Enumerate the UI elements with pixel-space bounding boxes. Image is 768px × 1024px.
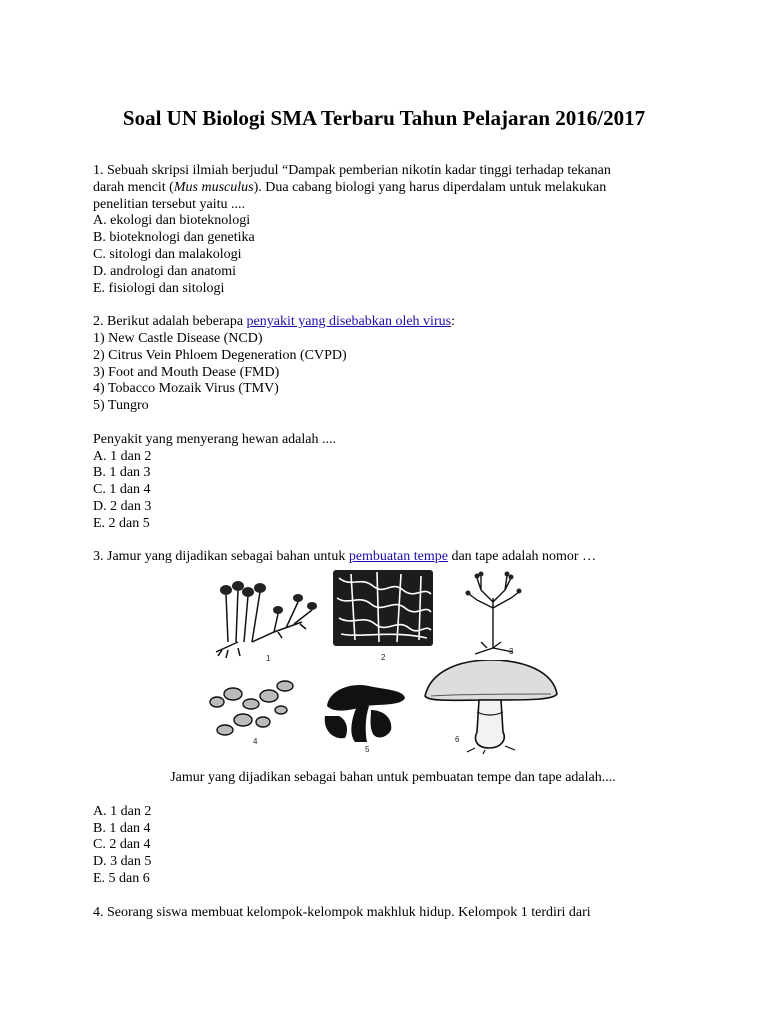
q3-intro [93, 549, 693, 566]
q4-line-1: 4. Seorang siswa membuat kelompok-kelompok makhluk hidup. Kelompok 1 terdiri dari [93, 904, 591, 920]
virus-disease-link[interactable]: penyakit yang disebabkan oleh virus [246, 314, 452, 330]
q1-line-2-pre: darah mencit ( [93, 179, 174, 195]
q1-species-name: Mus musculus [173, 179, 254, 195]
fungus-1-label: 1 [266, 654, 271, 664]
q1-option-a: A. ekologi dan bioteknologi [93, 213, 251, 229]
q2-item-5: 5) Tungro [93, 398, 149, 414]
fungus-6-mushroom-drawing [421, 660, 561, 756]
q1-line-2-post: ). Dua cabang biologi yang harus diperdalam untuk melakukan [253, 179, 607, 195]
fungus-1-rhizopus-drawing [208, 572, 328, 664]
fungus-6-label: 6 [455, 735, 460, 745]
q2-item-3: 3) Foot and Mouth Dease (FMD) [93, 364, 280, 380]
q2-item-1: 1) New Castle Disease (NCD) [93, 330, 263, 346]
q3-option-b: B. 1 dan 4 [93, 820, 151, 836]
q3-option-d: D. 3 dan 5 [93, 854, 152, 870]
q2-option-d: D. 2 dan 3 [93, 498, 152, 514]
q3-option-c: C. 2 dan 4 [93, 837, 151, 853]
fungi-figure [93, 568, 693, 768]
q3-option-a: A. 1 dan 2 [93, 803, 152, 819]
fungus-3-penicillium-drawing [453, 568, 533, 658]
q1-option-e: E. fisiologi dan sitologi [93, 280, 225, 296]
q2-option-b: B. 1 dan 3 [93, 465, 151, 481]
document-body [93, 163, 693, 921]
q3-intro-post: dan tape adalah nomor … [447, 549, 597, 565]
q3-intro-pre: 3. Jamur yang dijadikan sebagai bahan untuk [93, 549, 349, 565]
q1-option-b: B. bioteknologi dan genetika [93, 230, 255, 246]
q2-option-c: C. 1 dan 4 [93, 482, 151, 498]
q1-option-c: C. sitologi dan malakologi [93, 246, 242, 262]
q2-intro-post: : [451, 314, 455, 330]
tempe-making-link[interactable]: pembuatan tempe [348, 549, 448, 565]
q2-item-4: 4) Tobacco Mozaik Virus (TMV) [93, 381, 279, 397]
q2-intro [93, 314, 693, 331]
q2-question: Penyakit yang menyerang hewan adalah .... [93, 431, 336, 447]
page-title: Soal UN Biologi SMA Terbaru Tahun Pelajaran 2016/2017 [122, 106, 646, 130]
q2-option-a: A. 1 dan 2 [93, 448, 152, 464]
fungus-2-label: 2 [381, 653, 386, 663]
fungus-2-mycelium-drawing [331, 568, 441, 668]
q1-line-1: 1. Sebuah skripsi ilmiah berjudul “Dampak pemberian nikotin kadar tinggi terhadap tekanan [93, 163, 611, 178]
q1-line-2 [93, 180, 693, 197]
q2-item-2: 2) Citrus Vein Phloem Degeneration (CVPD) [93, 347, 347, 363]
q1-line-3: penelitian tersebut yaitu .... [93, 196, 246, 212]
q3-option-e: E. 5 dan 6 [93, 870, 150, 886]
q2-option-e: E. 2 dan 5 [93, 515, 150, 531]
q1-option-d: D. andrologi dan anatomi [93, 263, 237, 279]
q2-intro-pre: 2. Berikut adalah beberapa [93, 314, 247, 330]
fungus-3-label: 3 [509, 647, 514, 657]
figure-caption: Jamur yang dijadikan sebagai bahan untuk pembuatan tempe dan tape adalah.... [170, 770, 616, 786]
fungus-5-mushroom-drawing [321, 676, 411, 756]
fungus-5-label: 5 [365, 745, 370, 755]
fungus-4-label: 4 [253, 737, 258, 747]
fungus-4-yeast-drawing [203, 674, 303, 750]
